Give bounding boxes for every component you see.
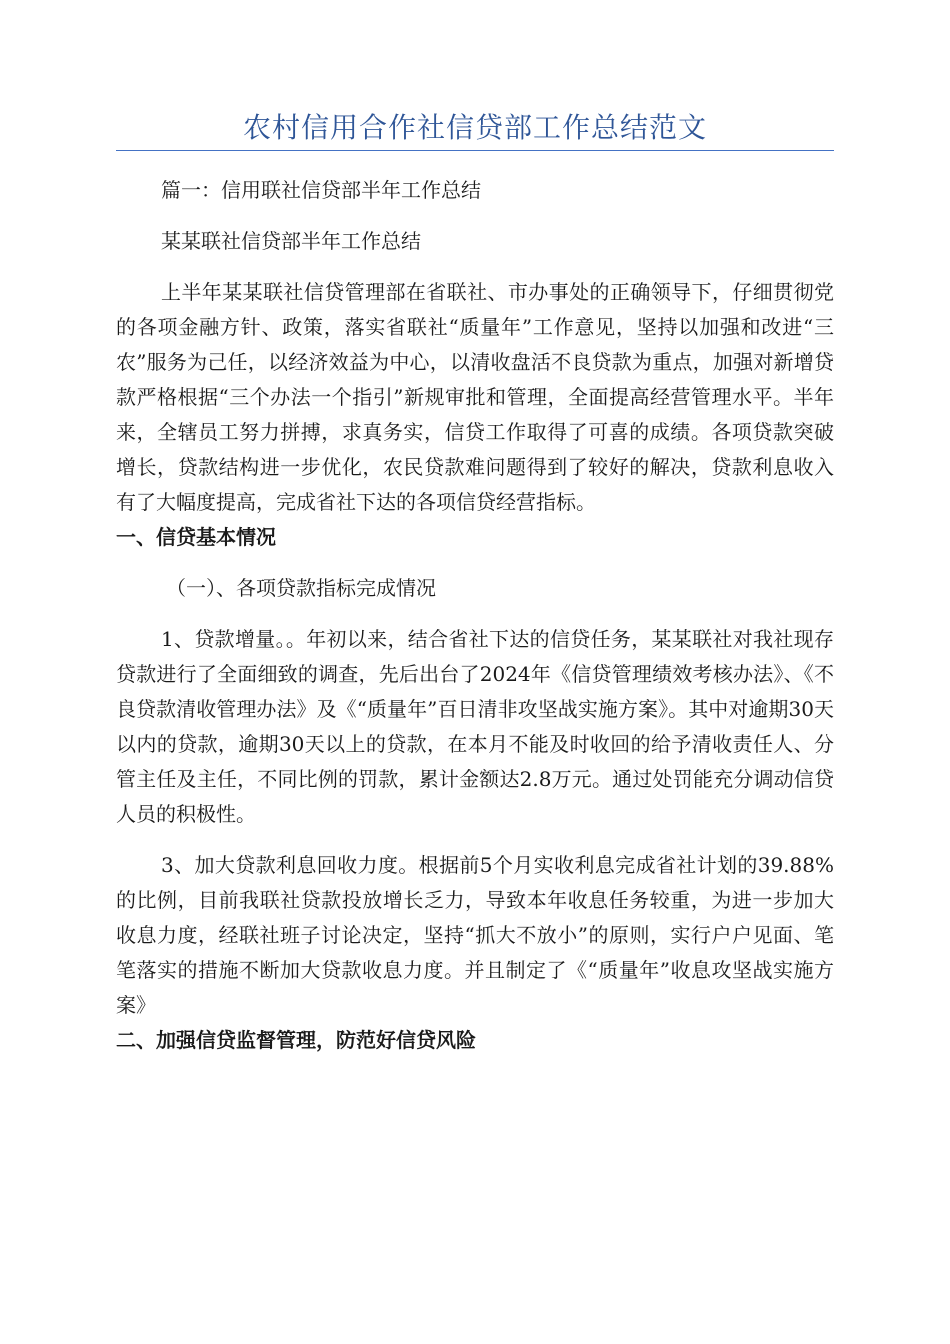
document-page <box>116 108 834 1058</box>
section-heading-basic-situation: 一、信贷基本情况 <box>116 525 276 549</box>
intro-paragraph: 上半年某某联社信贷管理部在省联社、市办事处的正确领导下，仔细贯彻党的各项金融方针、政策，落实省联社“质量年”工作意见，坚持以加强和改进“三农”服务为己任，以经济效益为中心，以清收盘活不良贷款为重点，加强对新增贷款严格根据“三个办法一个指引”新规审批和管理，全面提高经营管理水平。半年来，全辖员工努力拼搏，求真务实，信贷工作取得了可喜的成绩。各项贷款突破增长，贷款结构进一步优化，农民贷款难问题得到了较好的解决，贷款利息收入有了大幅度提高，完成省社下达的各项信贷经营指标。 <box>116 280 834 514</box>
paragraph-loan-growth: 1、贷款增量。。年初以来，结合省社下达的信贷任务，某某联社对我社现存贷款进行了全面细致的调查，先后出台了2024年《信贷管理绩效考核办法》、《不良贷款清收管理办法》及《“质量年”百日清非攻坚战实施方案》。其中对逾期30天以内的贷款，逾期30天以上的贷款，在本月不能及时收回的给予清收责任人、分管主任及主任，不同比例的罚款，累计金额达2.8万元。通过处罚能充分调动信贷人员的积极性。 <box>116 627 834 826</box>
paragraph-interest-recovery: 3、加大贷款利息回收力度。根据前5个月实收利息完成省社计划的39.88%的比例，目前我联社贷款投放增长乏力，导致本年收息任务较重，为进一步加大收息力度，经联社班子讨论决定，坚持“抓大不放小”的原则，实行户户见面、笔笔落实的措施不断加大贷款收息力度。并且制定了《“质量年”收息攻坚战实施方案》 <box>116 853 834 1017</box>
subsection-heading-loan-indicators: （一）、各项贷款指标完成情况 <box>166 576 436 600</box>
section-heading-risk-control: 二、加强信贷监督管理，防范好信贷风险 <box>116 1028 476 1052</box>
title-underline <box>116 150 834 151</box>
subtitle-part-one: 篇一：信用联社信贷部半年工作总结 <box>161 178 481 202</box>
subtitle-report-name: 某某联社信贷部半年工作总结 <box>161 229 421 253</box>
document-title: 农村信用合作社信贷部工作总结范文 <box>242 111 707 144</box>
